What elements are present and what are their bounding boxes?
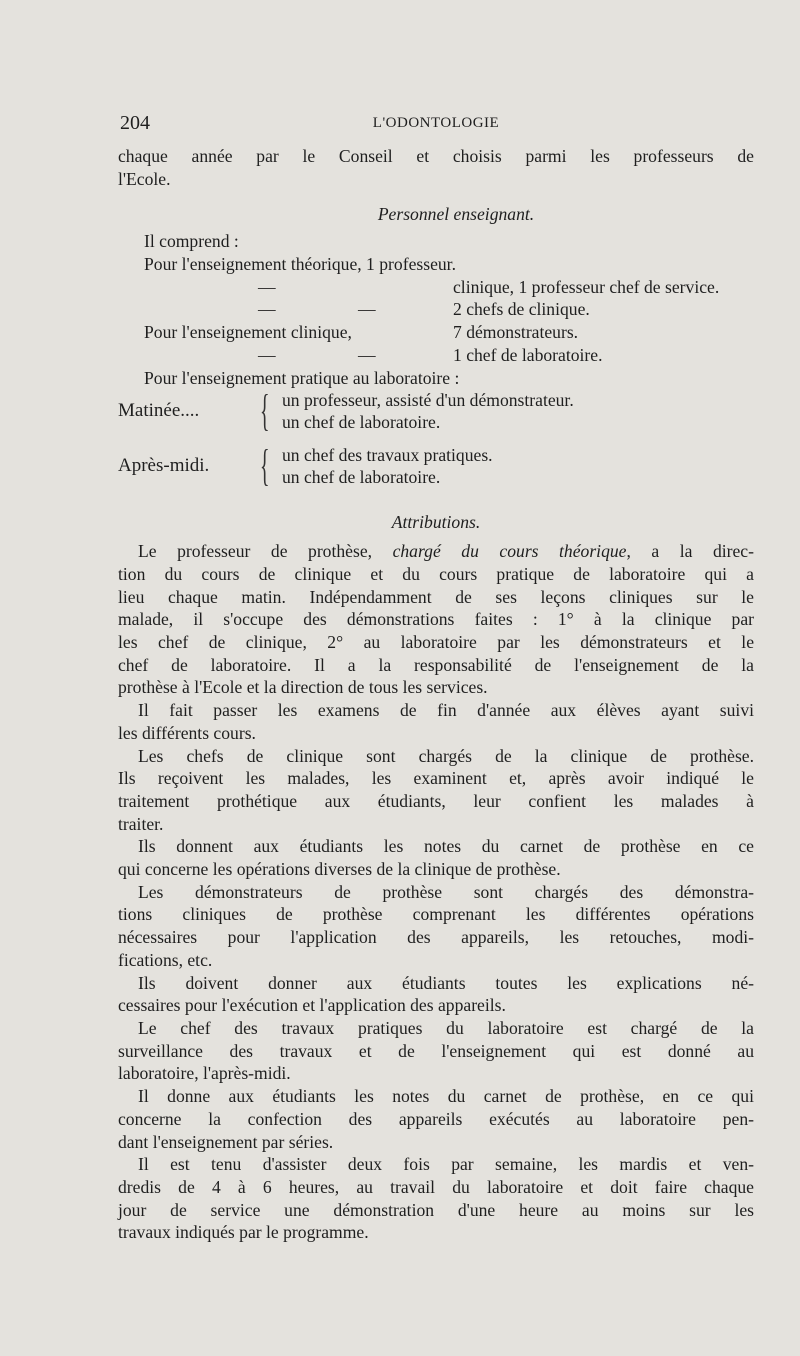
row-item: 7 démonstrateurs. (453, 322, 579, 343)
text-line: laboratoire, l'après-midi. (118, 1063, 291, 1084)
text-line: Il donne aux étudiants les notes du carnet de prothèse, en ce qui (138, 1086, 754, 1107)
text-line: dant l'enseignement par séries. (118, 1131, 334, 1152)
text-line: tion du cours de clinique et du cours pratique de laboratoire qui a (118, 563, 754, 584)
text-line: chaque année par le Conseil et choisis parmi les professeurs de (118, 146, 754, 166)
text-line: chef de laboratoire. Il a la responsabilité de l'enseignement de la (118, 654, 754, 675)
ditto-mark: — (258, 299, 276, 320)
text-line (118, 367, 754, 390)
text-line: concerne la confection des appareils exécutés au laboratoire pen- (118, 1108, 754, 1129)
text-line: lieu chaque matin. Indépendamment de ses leçons cliniques sur le (118, 586, 754, 607)
italic-phrase: chargé du cours théorique (392, 541, 627, 562)
apres-midi-item: un chef des travaux pratiques. (282, 445, 493, 466)
text-line: Les chefs de clinique sont chargés de la clinique de prothèse. (138, 745, 754, 766)
text-line: Ils reçoivent les malades, les examinent et, après avoir indiqué le (118, 768, 754, 789)
body-paragraphs (118, 563, 754, 1244)
ditto-mark: — (258, 344, 276, 365)
matinee-item: un chef de laboratoire. (282, 412, 441, 433)
text-line: tions cliniques de prothèse comprenant les différentes opérations (118, 904, 754, 925)
brace-icon: { (260, 441, 270, 491)
row-item: 1 chef de laboratoire. (453, 344, 603, 365)
apres-midi-label: Après-midi. (118, 455, 210, 477)
text-line: l'Ecole. (118, 168, 171, 189)
section-lead: Il comprend : (144, 231, 239, 252)
apres-midi-item: un chef de laboratoire. (282, 467, 441, 488)
page-number: 204 (120, 112, 150, 134)
page-header (120, 112, 752, 138)
text-line: les chef de clinique, 2° au laboratoire par les démonstrateurs et le (118, 632, 754, 653)
text-line: Il fait passer les examens de fin d'année aux élèves ayant suivi (138, 700, 754, 721)
page-body (118, 145, 754, 1244)
text-line: dredis de 4 à 6 heures, au travail du laboratoire et doit faire chaque (118, 1176, 754, 1197)
text-line: traitement prothétique aux étudiants, leur confient les malades à (118, 790, 754, 811)
staff-list (118, 253, 754, 366)
text-line: Il est tenu d'assister deux fois par semaine, les mardis et ven- (138, 1154, 754, 1175)
text-line: nécessaires pour l'application des appareils, les retouches, modi- (118, 927, 754, 948)
row-item: 2 chefs de clinique. (453, 299, 590, 320)
text-line: travaux indiqués par le programme. (118, 1222, 369, 1243)
staff-row (118, 344, 754, 367)
section-heading: Personnel enseignant. (377, 204, 535, 225)
row-label: Pour l'enseignement clinique, (144, 322, 352, 343)
ditto-mark: — (358, 344, 376, 365)
staff-row (118, 253, 754, 276)
text-line (118, 230, 754, 253)
text-line: les différents cours. (118, 722, 256, 743)
text-line: surveillance des travaux et de l'enseignement qui est donné au (118, 1040, 754, 1061)
section-heading: Attributions. (391, 512, 481, 533)
text-line: prothèse à l'Ecole et la direction de tous les services. (118, 677, 488, 698)
brace-icon: { (260, 386, 270, 436)
text-line: Le chef des travaux pratiques du laboratoire est chargé de la (138, 1017, 754, 1038)
matinee-label: Matinée.... (118, 400, 200, 422)
running-title: L'ODONTOLOGIE (372, 115, 500, 131)
staff-row (118, 276, 754, 299)
matinee-group (118, 386, 754, 436)
row-label: Pour l'enseignement théorique, 1 professeur. (144, 254, 456, 275)
lab-lead: Pour l'enseignement pratique au laboratoire : (144, 367, 460, 388)
staff-row (118, 321, 754, 344)
text-line: traiter. (118, 813, 164, 834)
apres-midi-group (118, 441, 754, 491)
text-line: Les démonstrateurs de prothèse sont chargés des démonstra- (138, 881, 754, 902)
ditto-mark: — (258, 276, 276, 297)
ditto-mark: — (358, 299, 376, 320)
text-line: jour de service une démonstration d'une heure au moins sur les (118, 1199, 754, 1220)
text-line: fications, etc. (118, 949, 213, 970)
text-line: malade, il s'occupe des démonstrations faites : 1° à la clinique par (118, 609, 754, 630)
text-line: cessaires pour l'exécution et l'application des appareils. (118, 995, 506, 1016)
row-item: clinique, 1 professeur chef de service. (453, 276, 720, 297)
staff-row (118, 298, 754, 321)
text-line: qui concerne les opérations diverses de la clinique de prothèse. (118, 859, 561, 880)
text-line: Ils donnent aux étudiants les notes du carnet de prothèse en ce (138, 836, 754, 857)
text-line: Ils doivent donner aux étudiants toutes les explications né- (138, 972, 754, 993)
matinee-item: un professeur, assisté d'un démonstrateur. (282, 390, 574, 411)
text-line: Le professeur de prothèse, chargé du cours théorique, a la direc- (138, 541, 754, 562)
